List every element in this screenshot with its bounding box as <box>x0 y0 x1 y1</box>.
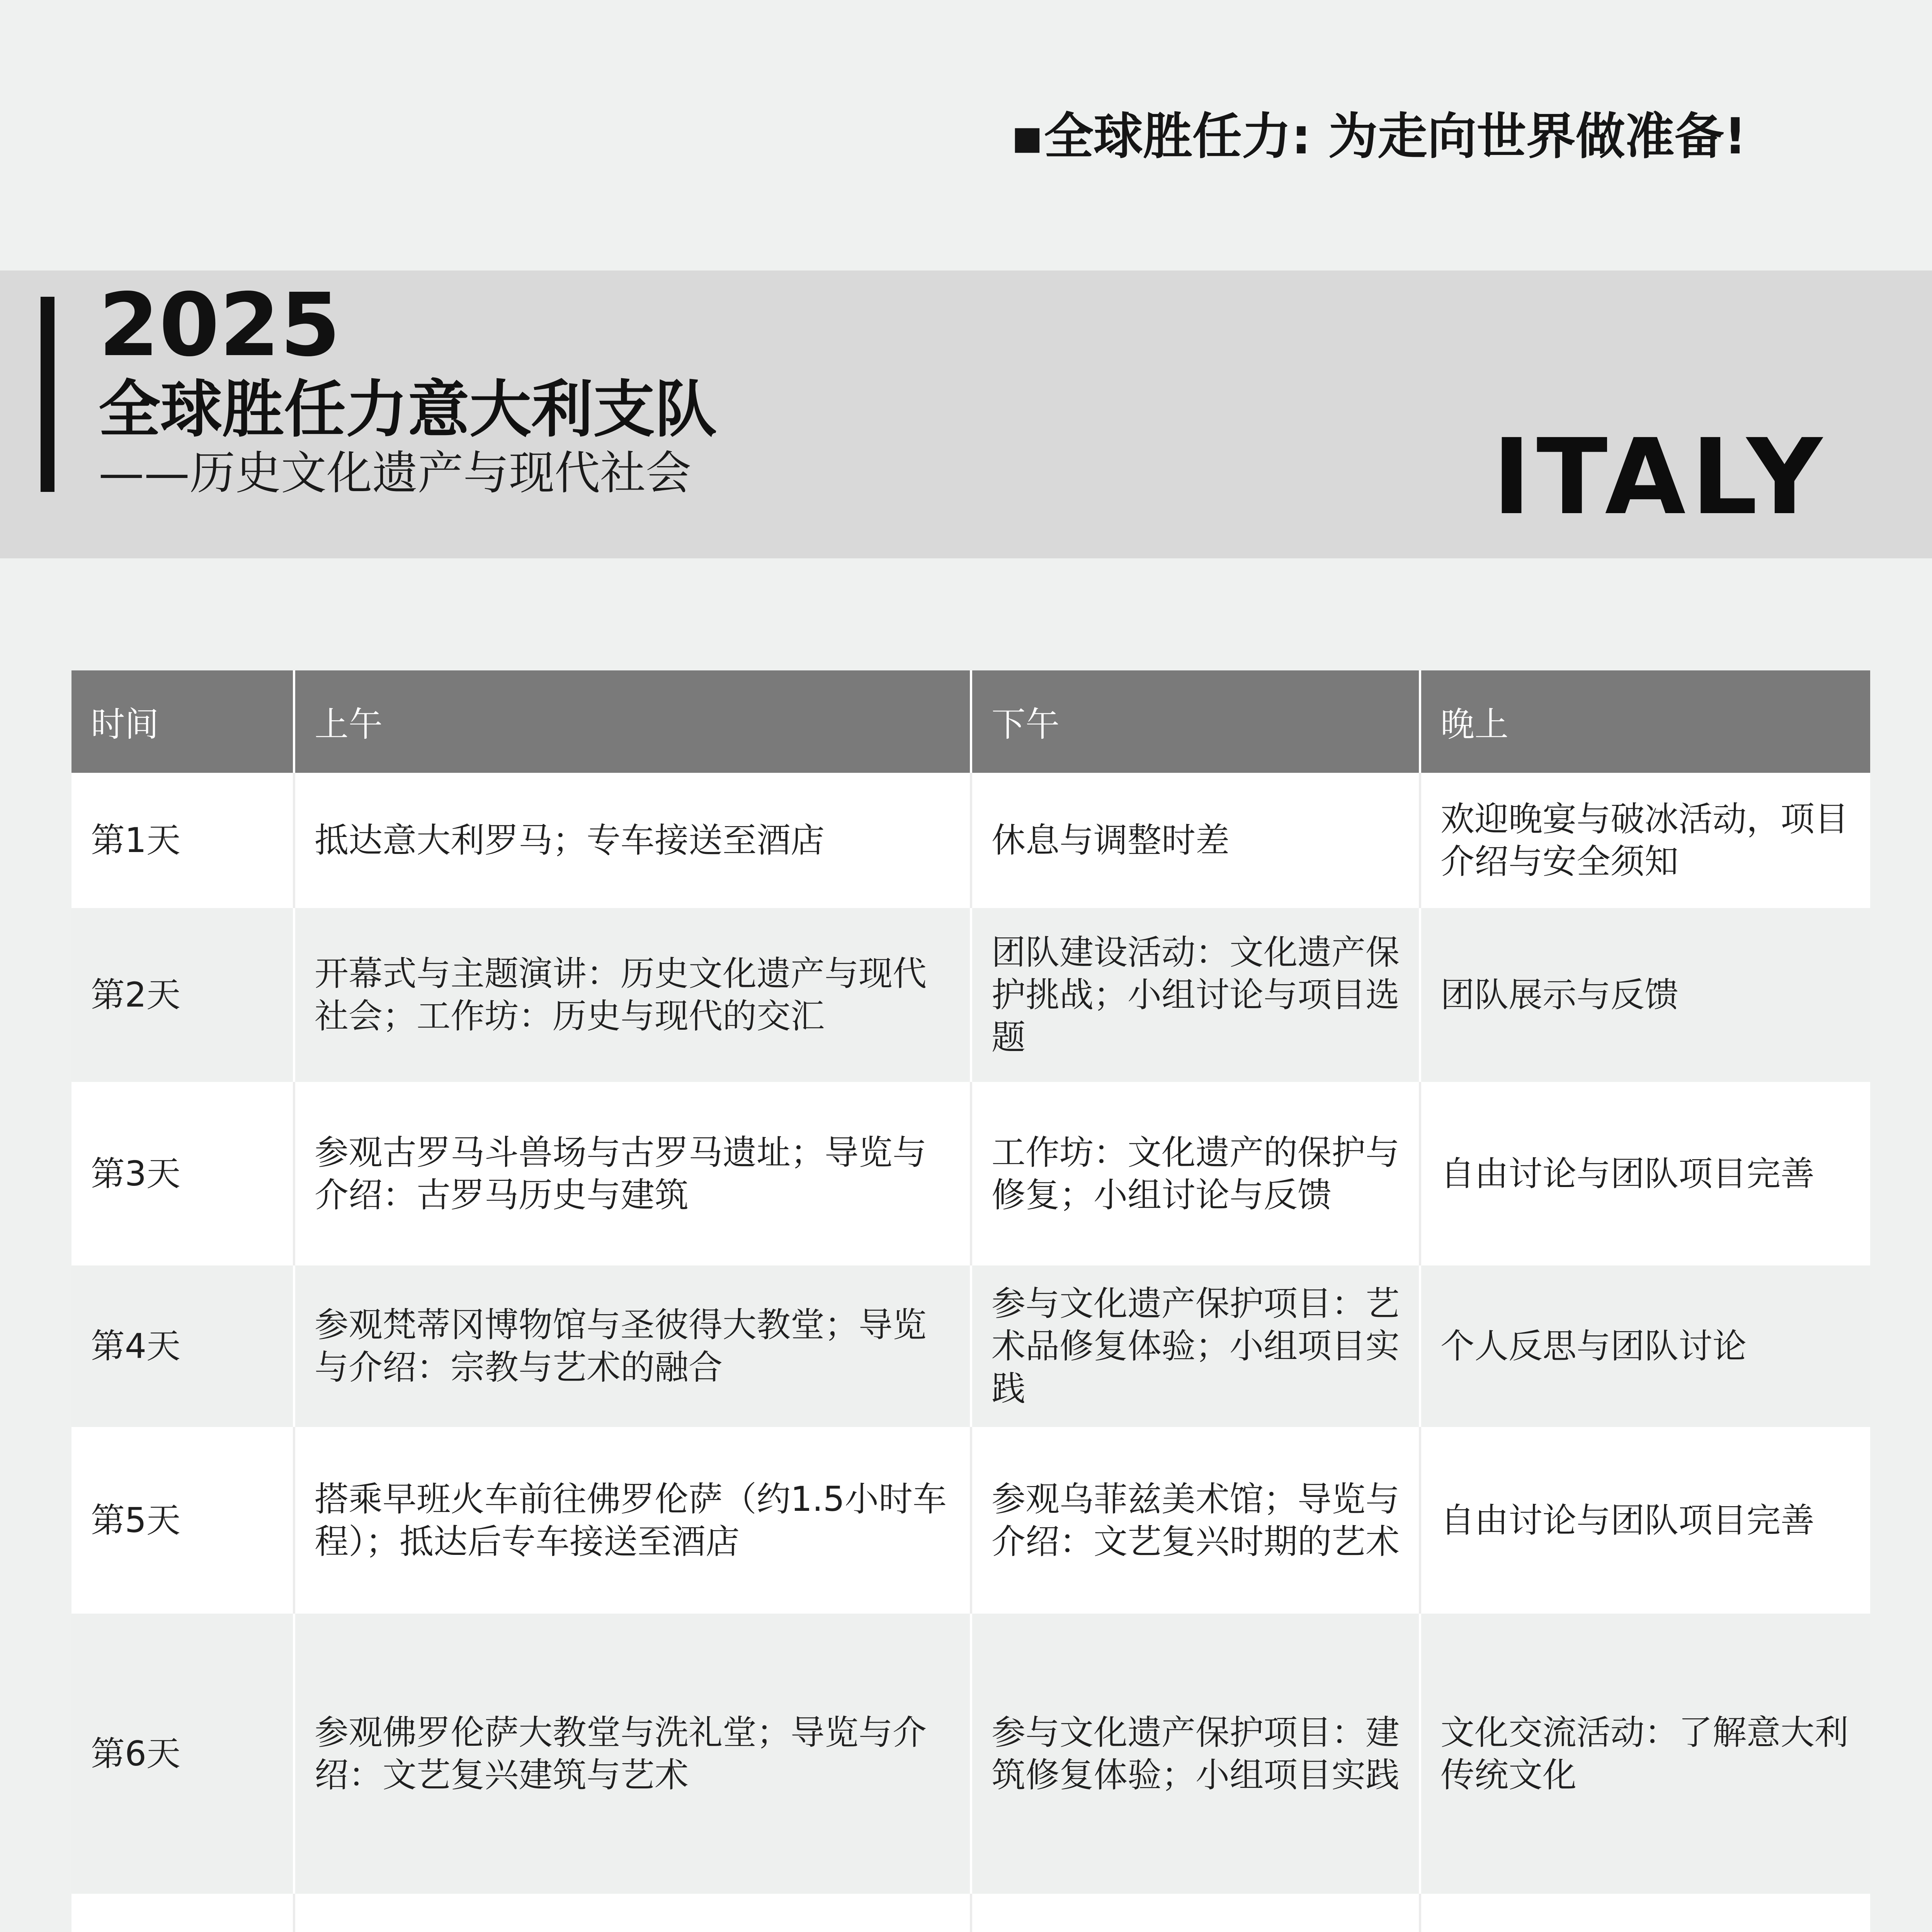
evening-cell: 个人反思与团队讨论 <box>1420 1265 1870 1427</box>
day-cell: 第2天 <box>71 908 294 1082</box>
table-header-row <box>71 670 1870 773</box>
header-evening: 晚上 <box>1420 670 1870 773</box>
evening-cell <box>1420 1894 1870 1932</box>
evening-cell: 文化交流活动：了解意大利传统文化 <box>1420 1614 1870 1894</box>
day-cell <box>71 1894 294 1932</box>
afternoon-cell: 工作坊：文化遗产的保护与修复；小组讨论与反馈 <box>971 1082 1420 1265</box>
afternoon-cell: 休息与调整时差 <box>971 773 1420 908</box>
day-cell: 第1天 <box>71 773 294 908</box>
day-cell: 第4天 <box>71 1265 294 1427</box>
table-row <box>71 773 1870 908</box>
table-row <box>71 1427 1870 1614</box>
morning-cell: 参观梵蒂冈博物馆与圣彼得大教堂；导览与介绍：宗教与艺术的融合 <box>294 1265 971 1427</box>
afternoon-cell: 团队建设活动：文化遗产保护挑战；小组讨论与项目选题 <box>971 908 1420 1082</box>
evening-cell: 自由讨论与团队项目完善 <box>1420 1082 1870 1265</box>
morning-cell: 搭乘早班火车前往佛罗伦萨（约1.5小时车程）；抵达后专车接送至酒店 <box>294 1427 971 1614</box>
morning-cell: 抵达意大利罗马；专车接送至酒店 <box>294 773 971 908</box>
banner-title: 全球胜任力意大利支队 <box>99 373 717 446</box>
evening-cell: 团队展示与反馈 <box>1420 908 1870 1082</box>
evening-cell: 欢迎晚宴与破冰活动，项目介绍与安全须知 <box>1420 773 1870 908</box>
day-cell: 第5天 <box>71 1427 294 1614</box>
morning-cell: 参观古罗马斗兽场与古罗马遗址；导览与介绍：古罗马历史与建筑 <box>294 1082 971 1265</box>
table-row <box>71 1894 1870 1932</box>
banner-country: ITALY <box>1492 416 1828 538</box>
morning-cell: 参观佛罗伦萨大教堂与洗礼堂；导览与介绍：文艺复兴建筑与艺术 <box>294 1614 971 1894</box>
day-cell: 第6天 <box>71 1614 294 1894</box>
header-afternoon: 下午 <box>971 670 1420 773</box>
banner-subtitle: ——历史文化遗产与现代社会 <box>99 446 692 500</box>
tagline: ▪全球胜任力: 为走向世界做准备! <box>1010 108 1747 165</box>
itinerary-table <box>71 670 1870 1932</box>
banner-accent-bar <box>41 297 54 492</box>
afternoon-cell <box>971 1894 1420 1932</box>
table-row <box>71 1614 1870 1894</box>
table-row <box>71 1082 1870 1265</box>
morning-cell: 开幕式与主题演讲：历史文化遗产与现代社会；工作坊：历史与现代的交汇 <box>294 908 971 1082</box>
header-morning: 上午 <box>294 670 971 773</box>
title-banner <box>0 270 1932 558</box>
header-time: 时间 <box>71 670 294 773</box>
afternoon-cell: 参与文化遗产保护项目：建筑修复体验；小组项目实践 <box>971 1614 1420 1894</box>
afternoon-cell: 参与文化遗产保护项目：艺术品修复体验；小组项目实践 <box>971 1265 1420 1427</box>
banner-year: 2025 <box>99 275 341 376</box>
evening-cell: 自由讨论与团队项目完善 <box>1420 1427 1870 1614</box>
day-cell: 第3天 <box>71 1082 294 1265</box>
afternoon-cell: 参观乌菲兹美术馆；导览与介绍：文艺复兴时期的艺术 <box>971 1427 1420 1614</box>
table-row <box>71 1265 1870 1427</box>
table-row <box>71 908 1870 1082</box>
morning-cell <box>294 1894 971 1932</box>
